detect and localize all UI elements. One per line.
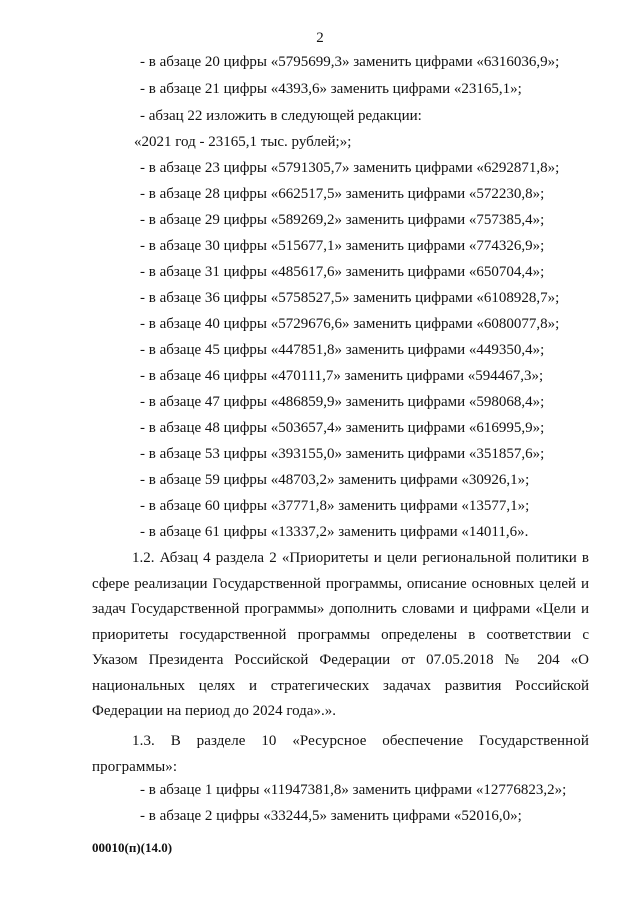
list-item: - в абзаце 47 цифры «486859,9» заменить цифрами «598068,4»; xyxy=(140,394,545,410)
list-item: - в абзаце 59 цифры «48703,2» заменить цифрами «30926,1»; xyxy=(140,472,530,488)
list-item: - в абзаце 23 цифры «5791305,7» заменить цифрами «6292871,8»; xyxy=(140,160,560,176)
list-item: - в абзаце 46 цифры «470111,7» заменить цифрами «594467,3»; xyxy=(140,368,544,384)
list-item: - в абзаце 2 цифры «33244,5» заменить цифрами «52016,0»; xyxy=(140,808,522,824)
list-item: - в абзаце 29 цифры «589269,2» заменить цифрами «757385,4»; xyxy=(140,212,545,228)
list-item: - в абзаце 53 цифры «393155,0» заменить цифрами «351857,6»; xyxy=(140,446,545,462)
list-item: - в абзаце 21 цифры «4393,6» заменить цифрами «23165,1»; xyxy=(140,81,522,97)
list-item: - в абзаце 36 цифры «5758527,5» заменить цифрами «6108928,7»; xyxy=(140,290,560,306)
list-item: - в абзаце 45 цифры «447851,8» заменить цифрами «449350,4»; xyxy=(140,342,545,358)
paragraph-1-3: 1.3. В разделе 10 «Ресурсное обеспечение Государственной программы»: xyxy=(92,733,589,775)
list-item: - в абзаце 28 цифры «662517,5» заменить цифрами «572230,8»; xyxy=(140,186,545,202)
document-code: 00010(п)(14.0) xyxy=(92,840,173,855)
list-item: - в абзаце 30 цифры «515677,1» заменить цифрами «774326,9»; xyxy=(140,238,545,254)
list-item: - в абзаце 31 цифры «485617,6» заменить цифрами «650704,4»; xyxy=(140,264,545,280)
list-item: - в абзаце 20 цифры «5795699,3» заменить цифрами «6316036,9»; xyxy=(140,54,560,70)
page-number: 2 xyxy=(316,30,324,46)
paragraph-1-2: 1.2. Абзац 4 раздела 2 «Приоритеты и цели региональной политики в сфере реализации Государственной программы, описание основных целей и задач Государственной программы» дополнить словами и цифрами «Цели и приоритеты государственной программы определены в соответствии с Указом Президента Российской Федерации от 07.05.2018 № 204 «О национальных целях и стратегических задачах развития Российской Федерации на период до 2024 года».». xyxy=(92,550,589,719)
list-item: - в абзаце 60 цифры «37771,8» заменить цифрами «13577,1»; xyxy=(140,498,530,514)
list-item: - в абзаце 48 цифры «503657,4» заменить цифрами «616995,9»; xyxy=(140,420,545,436)
list-item: - абзац 22 изложить в следующей редакции: xyxy=(140,108,422,124)
list-item: - в абзаце 1 цифры «11947381,8» заменить цифрами «12776823,2»; xyxy=(140,782,567,798)
list-item: «2021 год - 23165,1 тыс. рублей;»; xyxy=(134,134,352,150)
list-item: - в абзаце 61 цифры «13337,2» заменить цифрами «14011,6». xyxy=(140,524,529,540)
list-item: - в абзаце 40 цифры «5729676,6» заменить цифрами «6080077,8»; xyxy=(140,316,560,332)
